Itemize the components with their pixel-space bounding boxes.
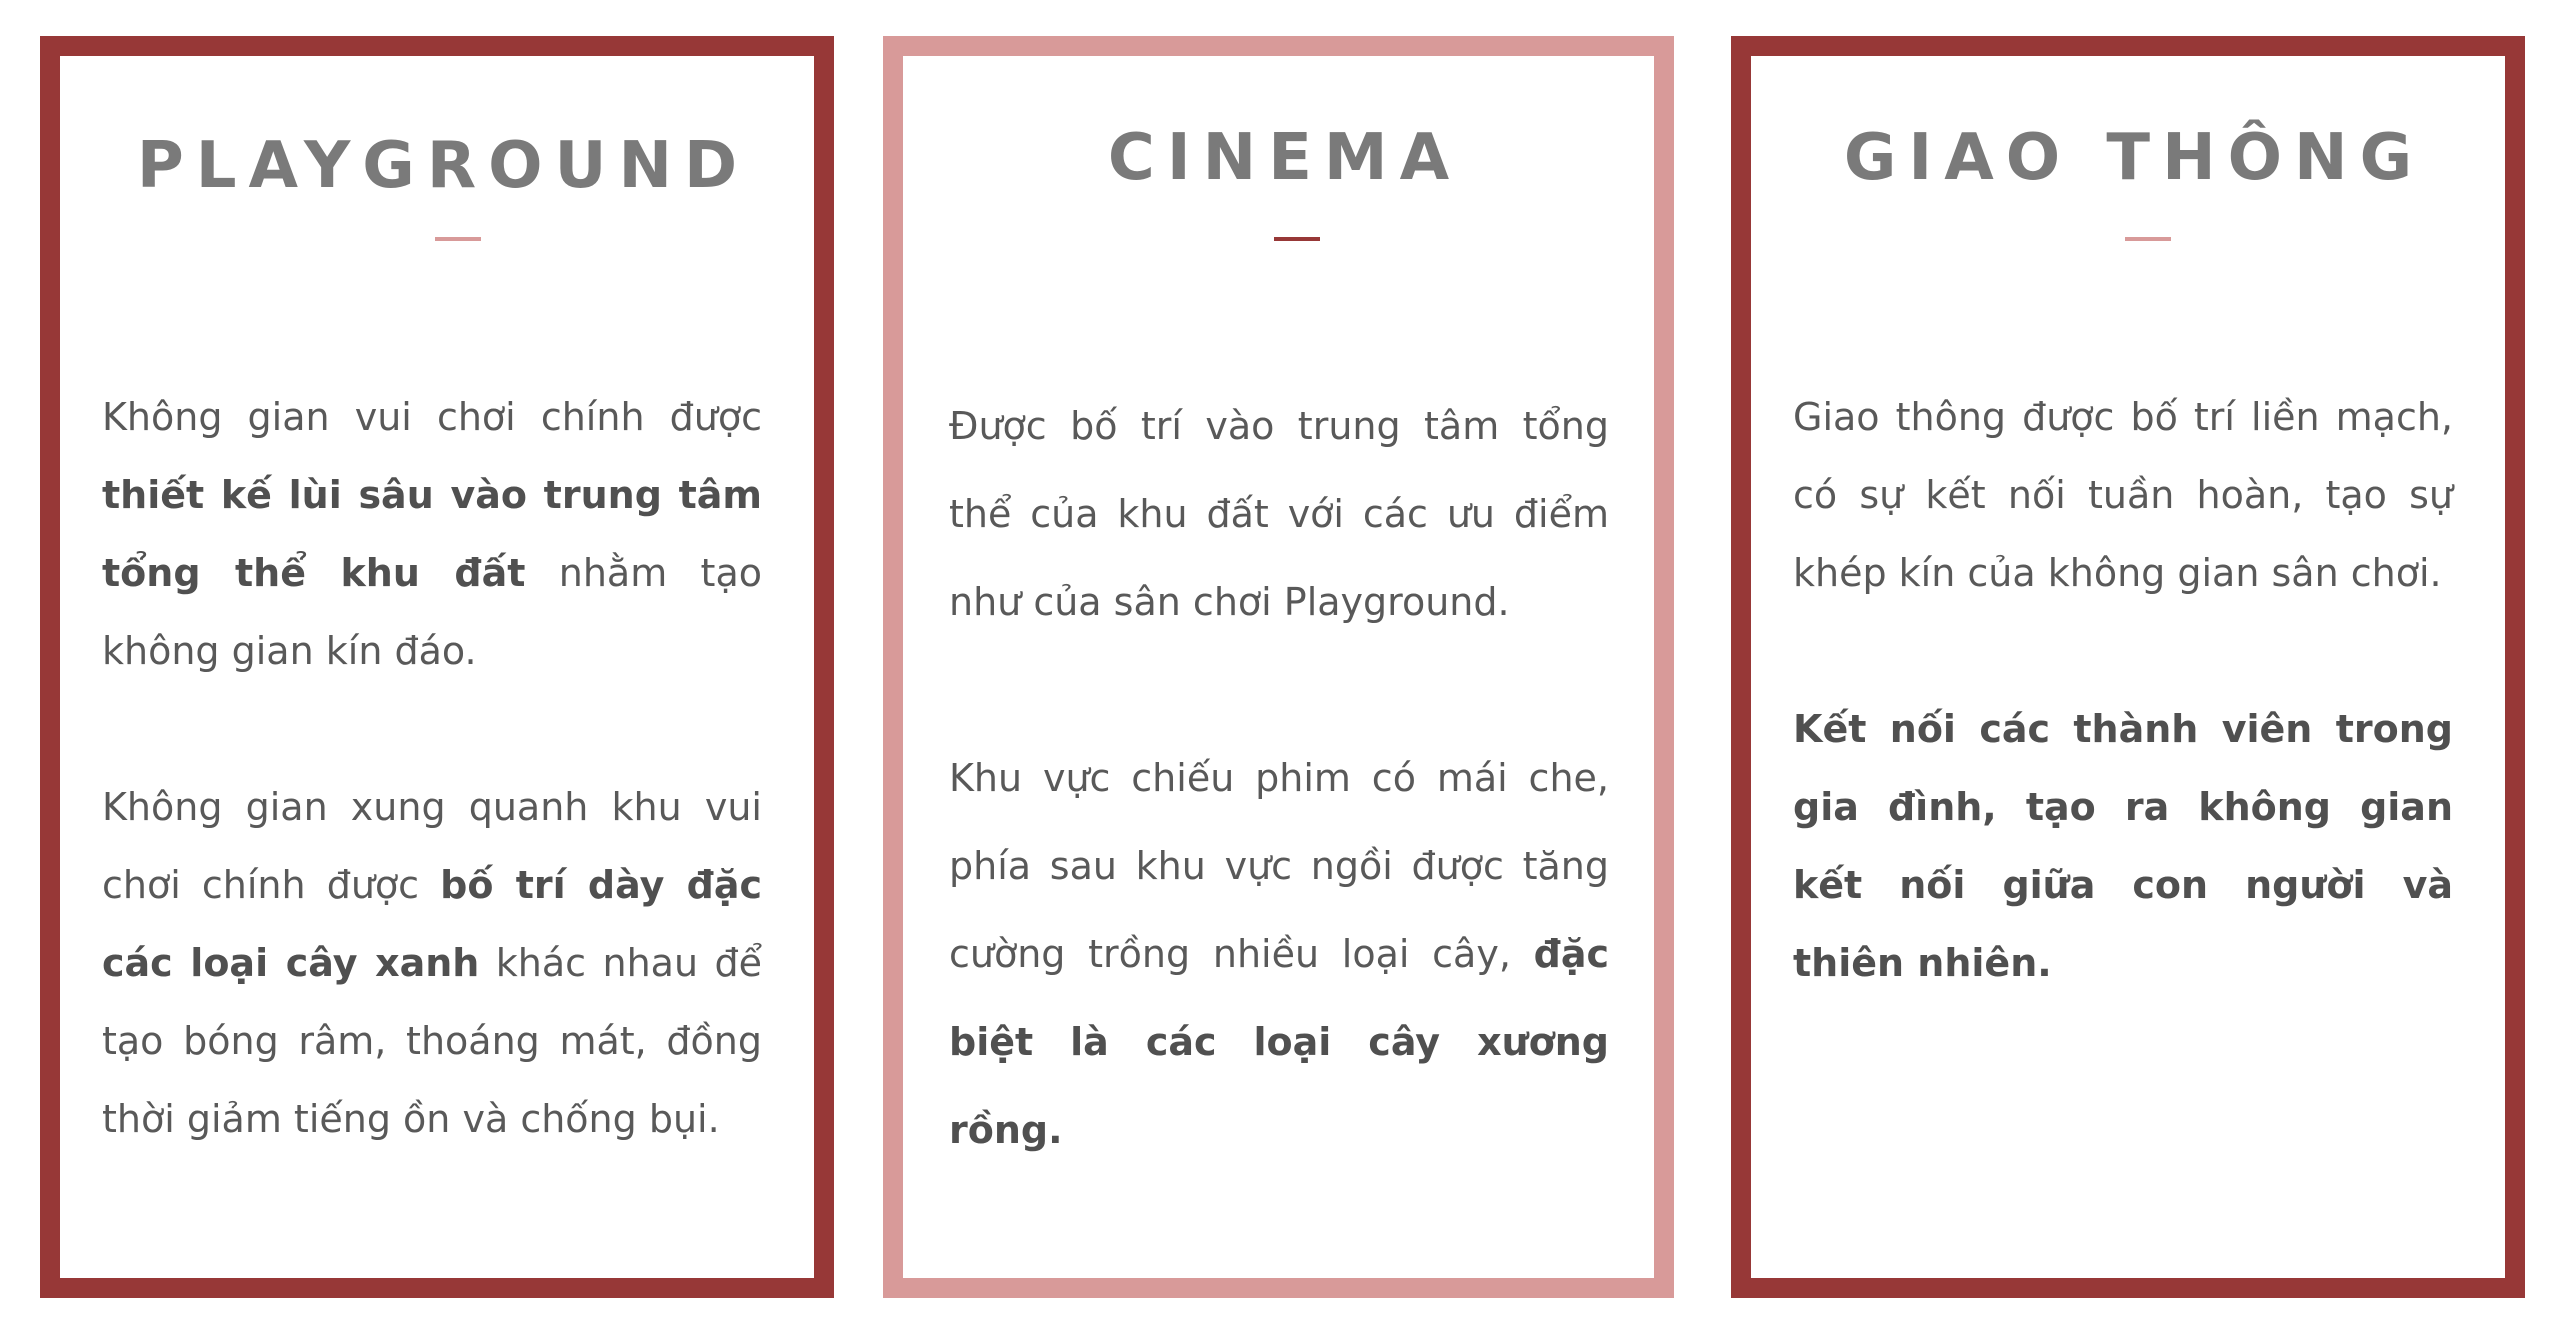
card-paragraph bbox=[949, 734, 1609, 1174]
title-accent-line bbox=[2125, 237, 2171, 241]
card-body bbox=[102, 378, 762, 1158]
cinema-card bbox=[883, 36, 1674, 1298]
card-paragraph bbox=[1793, 378, 2453, 612]
title-accent-line bbox=[1274, 237, 1320, 241]
text-segment: Khu vực chiếu phim có mái che, phía sau khu vực ngồi được tăng cường trồng nhiều loại cây, bbox=[949, 756, 1609, 976]
text-segment-bold: thiết kế lùi sâu vào trung tâm tổng thể khu đất bbox=[102, 473, 762, 595]
card-paragraph bbox=[102, 768, 762, 1158]
card-title: CINEMA bbox=[1107, 121, 1462, 195]
text-segment: khác nhau để tạo bóng râm, thoáng mát, đồng thời giảm tiếng ồn và chống bụi. bbox=[102, 941, 762, 1141]
text-segment: Giao thông được bố trí liền mạch, có sự kết nối tuần hoàn, tạo sự khép kín của không gian sân chơi. bbox=[1793, 395, 2453, 595]
card-title: PLAYGROUND bbox=[136, 129, 750, 203]
card-paragraph bbox=[102, 378, 762, 690]
text-segment-bold: bố trí dày đặc các loại cây xanh bbox=[102, 863, 762, 985]
title-accent-line bbox=[435, 237, 481, 241]
playground-card bbox=[40, 36, 834, 1298]
text-segment: Không gian xung quanh khu vui chơi chính được bbox=[102, 785, 762, 907]
giao-thong-card bbox=[1731, 36, 2525, 1298]
text-segment: Được bố trí vào trung tâm tổng thể của khu đất với các ưu điểm như của sân chơi Playground. bbox=[949, 404, 1609, 624]
card-body bbox=[949, 382, 1609, 1174]
card-paragraph bbox=[1793, 690, 2453, 1002]
card-paragraph bbox=[949, 382, 1609, 646]
card-body bbox=[1793, 378, 2453, 1002]
text-segment: Không gian vui chơi chính được bbox=[102, 395, 762, 439]
text-segment-bold: Kết nối các thành viên trong gia đình, tạo ra không gian kết nối giữa con người và thiên nhiên. bbox=[1793, 707, 2453, 985]
text-segment-bold: đặc biệt là các loại cây xương rồng. bbox=[949, 932, 1609, 1152]
card-title: GIAO THÔNG bbox=[1843, 121, 2425, 195]
text-segment: nhằm tạo không gian kín đáo. bbox=[102, 551, 762, 673]
